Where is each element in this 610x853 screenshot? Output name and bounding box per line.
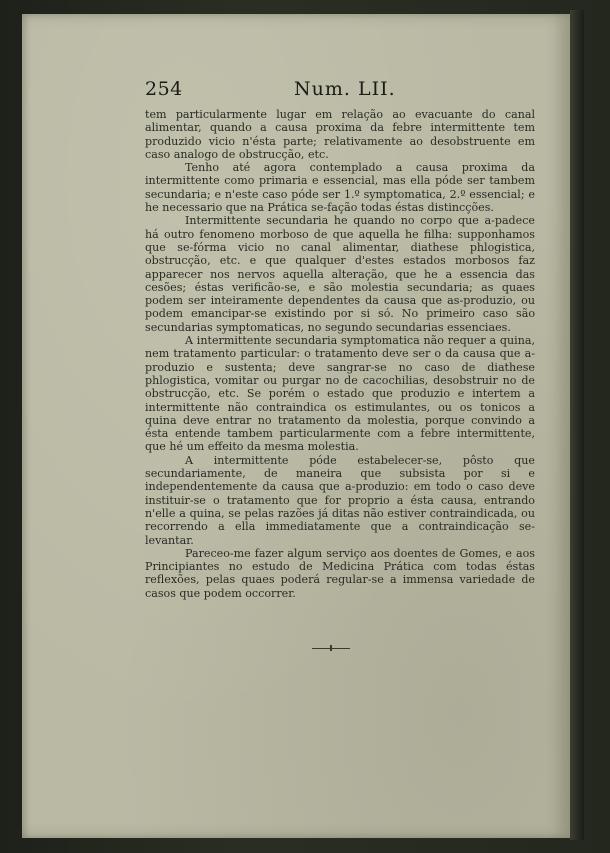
page-number: 254 [145,78,183,100]
body-text [145,108,535,600]
paragraph-closing-remark: Pareceo-me fazer algum serviço aos doentes de Gomes, e aos Principiantes no estudo de Medicina Prática com todas éstas reflexões, pelas quaes poderá regular-se a immensa variedade de casos que podem occorrer. [145,546,535,600]
paragraph-established-intermittent: A intermittente póde estabelecer-se, pôsto que secundariamente, de maneira que subsista por si e independentemente da causa que a-produzio: em todo o caso deve instituir-se o tratamento que for proprio a ésta causa, entrando n'elle a quina, se pelas razões já ditas não estiver contraindicada, ou recorrendo a ella immediatamente que a contraindicação se-levantar. [145,453,535,547]
paragraph-secondary-intermittent: Intermittente secundaria he quando no corpo que a-padece há outro fenomeno morboso de que aquella he filha: supponhamos que se-fórma vicio no canal alimentar, diathese phlogistica, obstrucção, etc. e que qualquer d'estes estados morbosos faz apparecer nos nervos aquella alteração, que he a essencia das cesões; éstas verificão-se, e são molestia secundaria; as quaes podem ser inteiramente dependentes da causa que as-produzio, ou podem emancipar-se existindo por si só. No primeiro caso são secundarias symptomaticas, no segundo secundarias essenciaes. [145,214,535,334]
paragraph-essential-vs-secondary: Tenho até agora contemplado a causa proxima da intermittente como primaria e essencial, mas ella póde ser tambem secundaria; e n'este caso póde ser 1.º symptomatica, 2.º essencial; e he necessario que na Prática se-fação todas éstas distincções. [145,161,535,215]
book-page-edge [570,10,584,840]
end-ornament-mark [330,645,332,651]
paragraph-continuation: tem particularmente lugar em relação ao evacuante do canal alimentar, quando a causa proxima da febre intermittente tem produzido vicio n'ésta parte; relativamente ao desobstruente em caso analogo de obstrucção, etc. [145,108,535,161]
page-header [145,78,535,104]
running-title: Num. LII. [294,78,396,100]
paragraph-symptomatic-treatment: A intermittente secundaria symptomatica não requer a quina, nem tratamento particular: o tratamento deve ser o da causa que a-produzio e sustenta; deve sangrar-se no caso de diathese phlogistica, vomitar ou purgar no de cacochilias, desobstruir no de obstrucção, etc. Se porém o estado que produzio e intertem a intermittente não contraindica os estimulantes, ou os tonicos a quina deve entrar no tratamento da molestia, porque convindo a ésta entende tambem particularmente com a febre intermittente, que hé um effeito da mesma molestia. [145,334,535,454]
